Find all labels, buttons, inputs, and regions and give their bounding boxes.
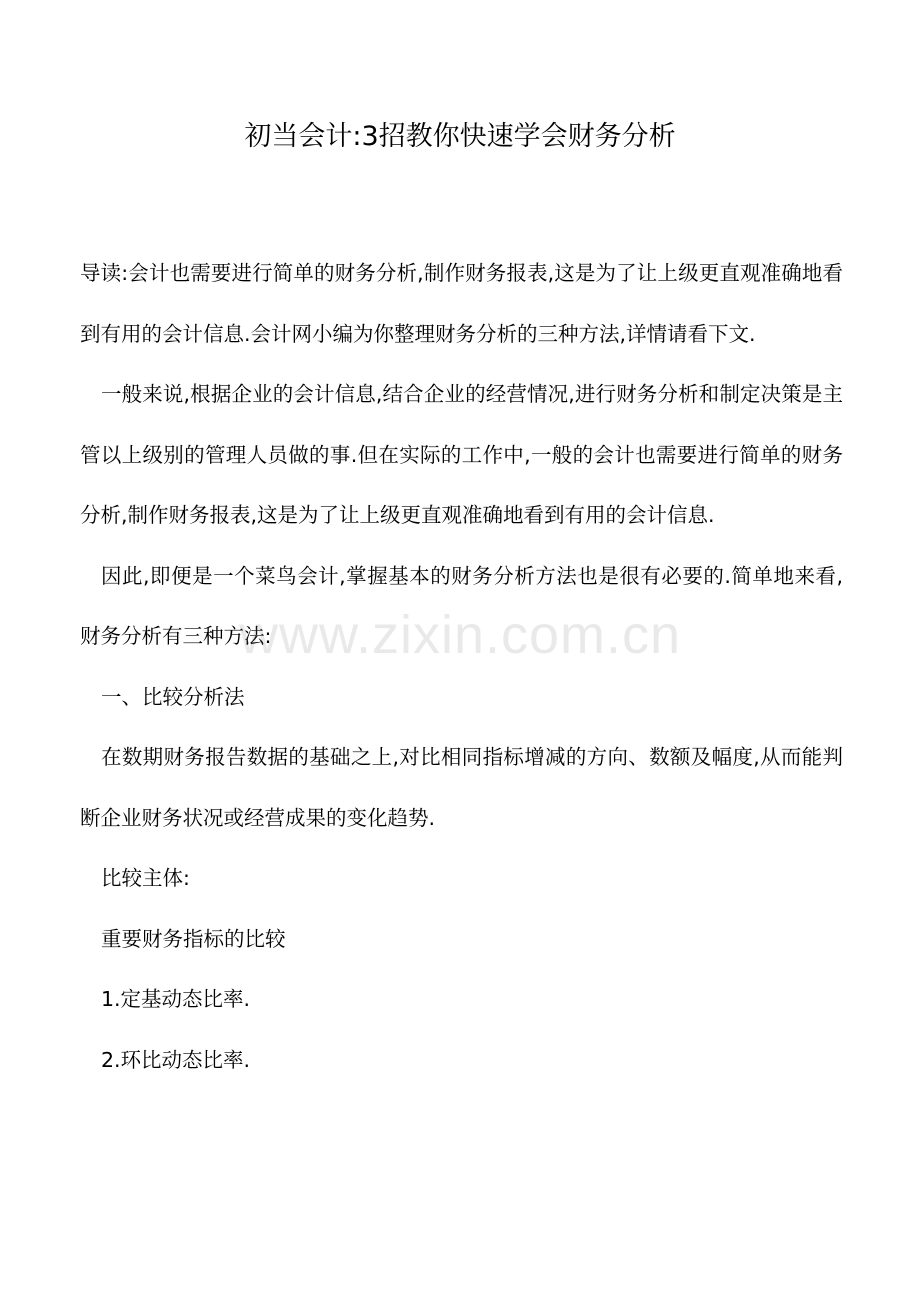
paragraph-key-indicators: 重要财务指标的比较 — [101, 926, 286, 951]
document-title: 初当会计:3招教你快速学会财务分析 — [244, 121, 676, 152]
paragraph-therefore: 因此,即便是一个菜鸟会计,掌握基本的财务分析方法也是很有必要的.简单地来看,财务分析有三种方法: — [80, 563, 843, 648]
section-heading-comparison: 一、比较分析法 — [101, 684, 245, 709]
list-item-fixed-base-ratio: 1.定基动态比率. — [101, 987, 251, 1011]
paragraph-comparison-desc: 在数期财务报告数据的基础之上,对比相同指标增减的方向、数额及幅度,从而能判断企业财务状况或经营成果的变化趋势. — [80, 745, 843, 830]
paragraph-general: 一般来说,根据企业的会计信息,结合企业的经营情况,进行财务分析和制定决策是主管以上级别的管理人员做的事.但在实际的工作中,一般的会计也需要进行简单的财务分析,制作财务报表,这是为了让上级更直观准确地看到有用的会计信息. — [80, 382, 843, 527]
list-item-chain-ratio: 2.环比动态比率. — [101, 1047, 251, 1072]
watermark-text: www.zixin.com.cn — [238, 605, 682, 665]
document-body — [80, 243, 843, 1090]
paragraph-intro: 导读:会计也需要进行简单的财务分析,制作财务报表,这是为了让上级更直观准确地看到有用的会计信息.会计网小编为你整理财务分析的三种方法,详情请看下文. — [80, 261, 843, 346]
paragraph-comparison-subject: 比较主体: — [101, 866, 190, 890]
